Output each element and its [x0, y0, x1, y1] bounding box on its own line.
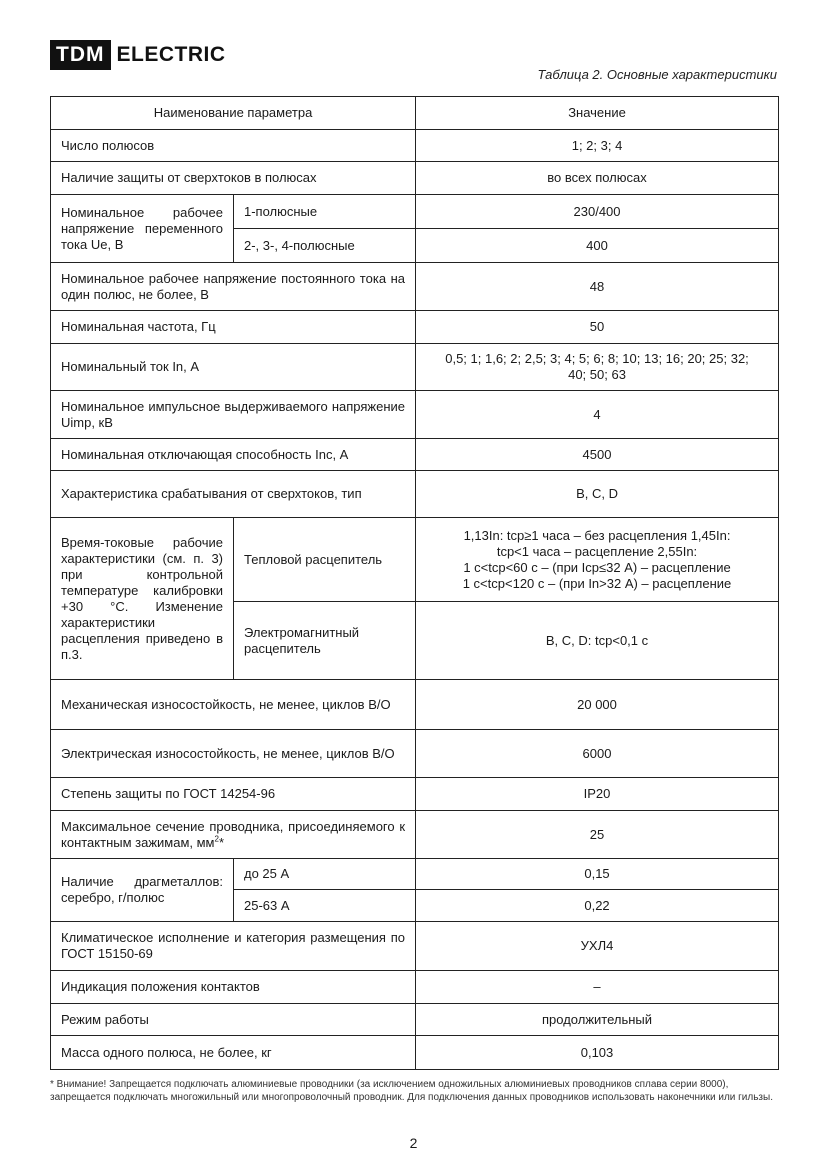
row-value: 230/400: [416, 195, 779, 229]
thermal-line-1: 1,13In: tср≥1 часа – без расцепления 1,45In:: [463, 527, 731, 543]
thermal-line-2: tср<1 часа – расцепление 2,55In:: [496, 543, 698, 559]
row-label: Номинальное рабочее напряжение постоянного тока на один полюс, не более, В: [51, 263, 416, 311]
row-label: Номинальная отключающая способность Inc, А: [51, 439, 416, 471]
header-param: Наименование параметра: [51, 97, 416, 130]
row-value: B, C, D: [416, 471, 779, 518]
table-row: [51, 518, 779, 602]
row-value: 0,15: [416, 859, 779, 890]
row-value: IP20: [416, 778, 779, 811]
table-header-row: [51, 97, 779, 130]
brand-logo: [50, 40, 226, 70]
row-label: Электрическая износостойкость, не менее, циклов В/О: [51, 730, 416, 778]
table-row: [51, 811, 779, 859]
table-caption: Таблица 2. Основные характеристики: [537, 67, 777, 82]
row-label: Климатическое исполнение и категория размещения по ГОСТ 15150-69: [51, 922, 416, 971]
row-sublabel: 1-полюсные: [234, 195, 416, 229]
row-value: 0,103: [416, 1036, 779, 1070]
table-row: [51, 1004, 779, 1036]
table-row: [51, 263, 779, 311]
row-label: Число полюсов: [51, 130, 416, 162]
table-row: [51, 730, 779, 778]
logo-text: ELECTRIC: [116, 43, 226, 66]
row-value: 1; 2; 3; 4: [416, 130, 779, 162]
table-row: [51, 971, 779, 1004]
footnote-mark: *: [218, 834, 225, 850]
row-label: Масса одного полюса, не более, кг: [51, 1036, 416, 1070]
row-value: 48: [416, 263, 779, 311]
row-label: Наличие защиты от сверхтоков в полюсах: [51, 162, 416, 195]
row-value: 25: [416, 811, 779, 859]
table-row: [51, 922, 779, 971]
row-label: Индикация положения контактов: [51, 971, 416, 1004]
table-row: [51, 162, 779, 195]
row-value: B, C, D: tср<0,1 с: [416, 602, 779, 680]
table-row: [51, 778, 779, 811]
row-label: Время-токовые рабочие характеристики (см. п. 3) при контрольной температуре калибровки +30 °C. Изменение характеристики расцепления приведено в п.3.: [51, 518, 234, 680]
table-row: [51, 471, 779, 518]
row-label: Номинальное импульсное выдерживаемого напряжение Uimp, кВ: [51, 391, 416, 439]
row-value: 4: [416, 391, 779, 439]
row-value: 20 000: [416, 680, 779, 730]
row-value: [416, 344, 779, 391]
row-label: [51, 811, 416, 859]
table-row: [51, 1036, 779, 1070]
row-value: 0,22: [416, 890, 779, 922]
row-label: Характеристика срабатывания от сверхтоков, тип: [51, 471, 416, 518]
row-label: Степень защиты по ГОСТ 14254-96: [51, 778, 416, 811]
table-row: [51, 439, 779, 471]
table-row: [51, 391, 779, 439]
row-label: Номинальное рабочее напряжение переменного тока Ue, В: [51, 195, 234, 263]
row-sublabel: Электромагнитный расцепитель: [234, 602, 416, 680]
page-number: 2: [409, 1135, 418, 1151]
table-row: [51, 311, 779, 344]
row-value: во всех полюсах: [416, 162, 779, 195]
row-value: 400: [416, 229, 779, 263]
thermal-line-3: 1 с<tср<60 с – (при Iср≤32 А) – расцепление: [463, 559, 731, 575]
rated-current-line-2: 40; 50; 63: [568, 367, 626, 382]
row-value: УХЛ4: [416, 922, 779, 971]
row-value: –: [416, 971, 779, 1004]
table-row: [51, 680, 779, 730]
table-row: [51, 195, 779, 229]
header-value: Значение: [416, 97, 779, 130]
logo-box: TDM: [50, 40, 111, 70]
thermal-line-4: 1 с<tср<120 с – (при In>32 А) – расцепление: [462, 575, 732, 591]
max-section-label: Максимальное сечение проводника, присоединяемого к контактным зажимам, мм: [61, 818, 406, 850]
row-label: Наличие драгметаллов: серебро, г/полюс: [51, 859, 234, 922]
table-row: [51, 344, 779, 391]
row-label: Номинальный ток In, А: [51, 344, 416, 391]
rated-current-line-1: 0,5; 1; 1,6; 2; 2,5; 3; 4; 5; 6; 8; 10; 13; 16; 20; 25; 32;: [445, 351, 749, 366]
specifications-table: [50, 96, 779, 1070]
table-row: [51, 130, 779, 162]
row-sublabel: Тепловой расцепитель: [234, 518, 416, 602]
row-sublabel: до 25 А: [234, 859, 416, 890]
table-row: [51, 859, 779, 890]
row-value: 50: [416, 311, 779, 344]
row-value: продолжительный: [416, 1004, 779, 1036]
row-label: Номинальная частота, Гц: [51, 311, 416, 344]
row-value: 4500: [416, 439, 779, 471]
row-label: Механическая износостойкость, не менее, циклов В/О: [51, 680, 416, 730]
row-sublabel: 25-63 А: [234, 890, 416, 922]
row-label: Режим работы: [51, 1004, 416, 1036]
row-sublabel: 2-, 3-, 4-полюсные: [234, 229, 416, 263]
footnote: * Внимание! Запрещается подключать алюминиевые проводники (за исключением одножильных алюминиевых проводников сплава серии 8000), запрещается подключать многожильный или многопроволочный проводник. Для подключения данных проводников использовать наконечники или гильзы.: [50, 1079, 773, 1103]
squared-superscript: 2: [214, 834, 219, 844]
row-value: [416, 518, 779, 602]
row-value: 6000: [416, 730, 779, 778]
